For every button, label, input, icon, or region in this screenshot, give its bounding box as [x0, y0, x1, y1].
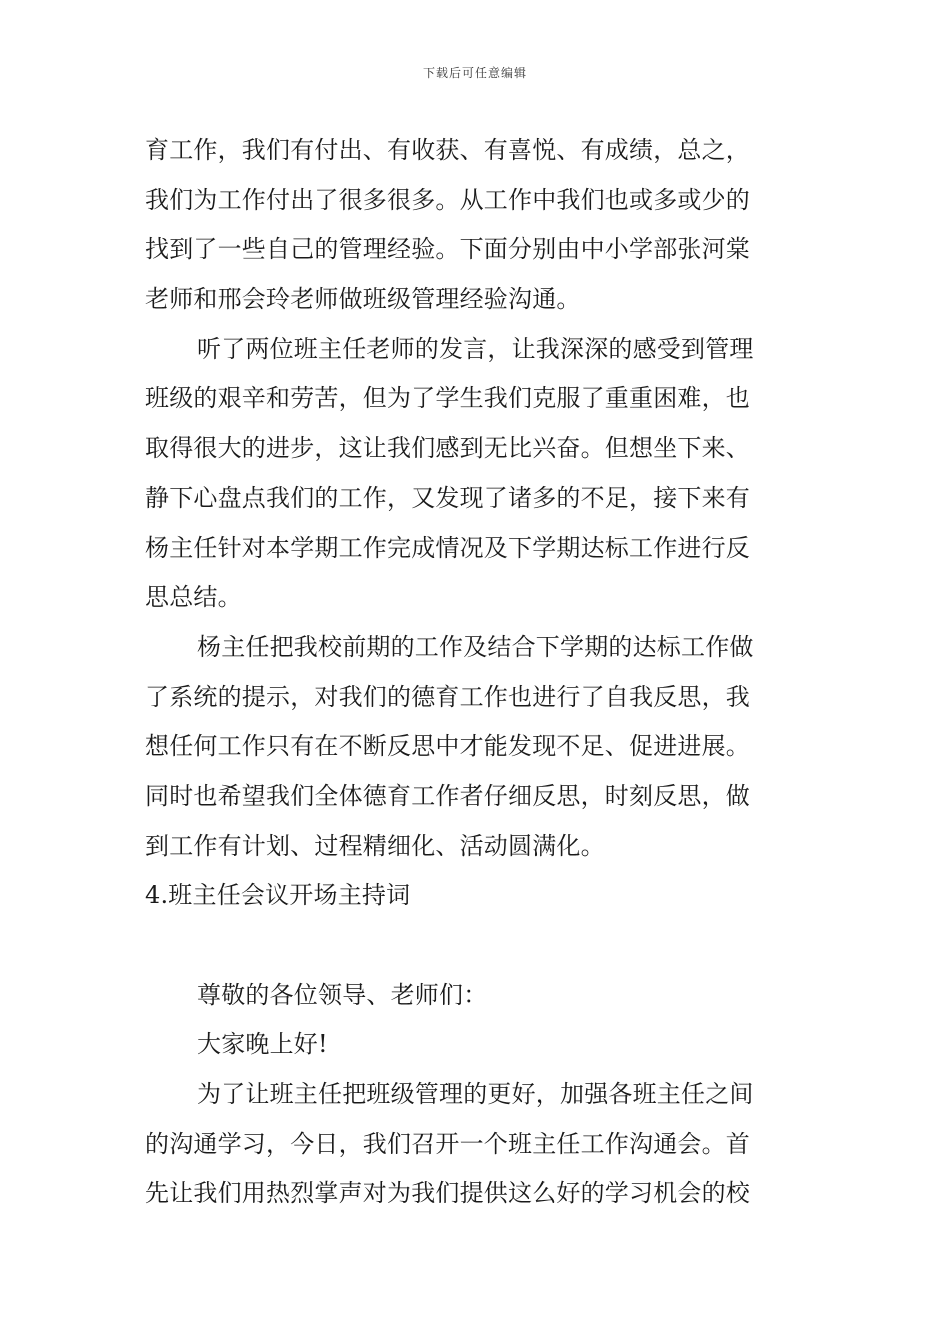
- text-line: 育工作，我们有付出、有收获、有喜悦、有成绩，总之，: [145, 136, 750, 164]
- salutation-line: 尊敬的各位领导、老师们：: [197, 980, 488, 1009]
- text-line: 找到了一些自己的管理经验。下面分别由中小学部张河棠: [145, 235, 750, 264]
- text-line: 的沟通学习，今日，我们召开一个班主任工作沟通会。首: [145, 1129, 750, 1158]
- paragraph-start-line: 为了让班主任把班级管理的更好，加强各班主任之间: [197, 1080, 754, 1109]
- text-line: 了系统的提示，对我们的德育工作也进行了自我反思，我: [145, 682, 750, 711]
- blank-line: [145, 921, 810, 971]
- section-heading: 4.班主任会议开场主持词: [145, 881, 411, 910]
- text-line: 老师和邢会玲老师做班级管理经验沟通。: [145, 285, 581, 314]
- text-line: 思总结。: [145, 583, 242, 612]
- text-line: 我们为工作付出了很多很多。从工作中我们也或多或少的: [145, 185, 750, 214]
- text-line: 班级的艰辛和劳苦，但为了学生我们克服了重重困难，也: [145, 384, 750, 413]
- document-body: [145, 126, 810, 1219]
- text-line: 杨主任针对本学期工作完成情况及下学期达标工作进行反: [145, 533, 750, 562]
- text-line: 先让我们用热烈掌声对为我们提供这么好的学习机会的校: [145, 1179, 750, 1208]
- text-line: 静下心盘点我们的工作，又发现了诸多的不足，接下来有: [145, 483, 750, 512]
- text-line: 想任何工作只有在不断反思中才能发现不足、促进进展。: [145, 732, 750, 761]
- text-line: 到工作有计划、过程精细化、活动圆满化。: [145, 831, 605, 860]
- page-header: 下载后可任意编辑: [422, 66, 527, 80]
- greeting-line: 大家晚上好!: [197, 1030, 328, 1059]
- text-line: 同时也希望我们全体德育工作者仔细反思，时刻反思，做: [145, 781, 750, 810]
- text-line: 取得很大的进步，这让我们感到无比兴奋。但想坐下来、: [145, 434, 750, 463]
- paragraph-start-line: 杨主任把我校前期的工作及结合下学期的达标工作做: [197, 632, 754, 661]
- paragraph-start-line: 听了两位班主任老师的发言，让我深深的感受到管理: [197, 334, 754, 363]
